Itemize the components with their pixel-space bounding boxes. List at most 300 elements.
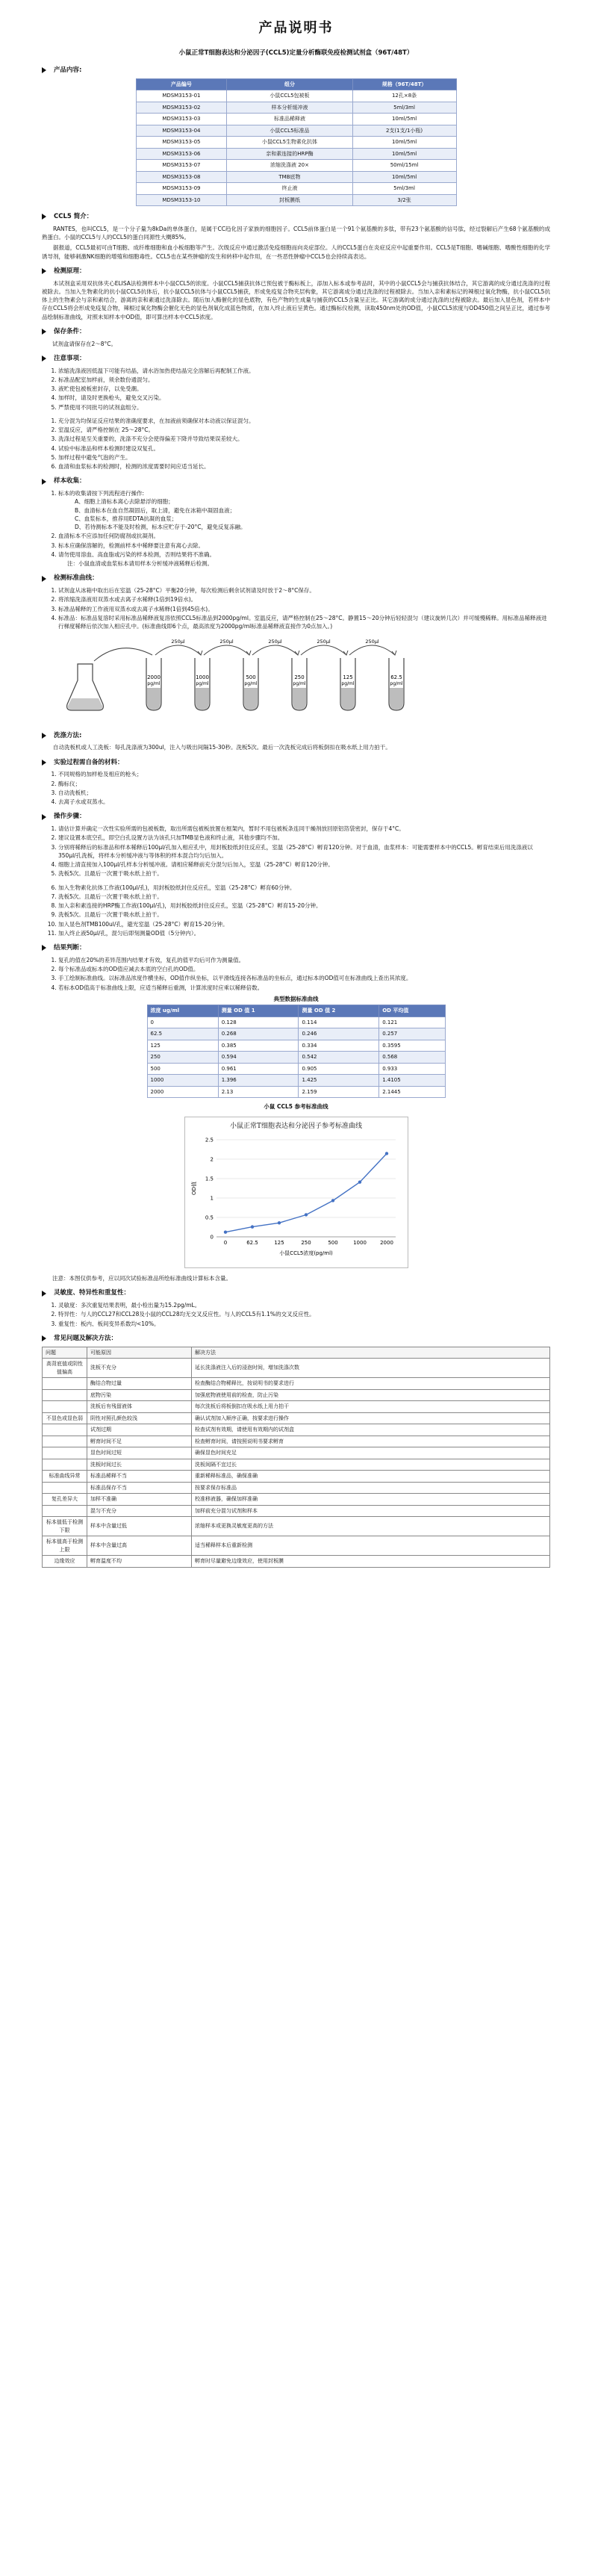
transfer-volume-label: 250μl <box>268 639 282 645</box>
dilution-diagram <box>64 636 415 718</box>
table-cell: 1.425 <box>299 1075 379 1087</box>
faq-problem-cell <box>43 1424 87 1436</box>
principle-text: 本试剂盒采用双抗体夹心ELISA法检测样本中小鼠CCL5的浓度。小鼠CCL5捕获抗体已预包被于酶标板上，添加入标本或参考品时，其中的小鼠CCL5会与捕获抗体结合，其它游离的成分通过洗涤的过程被除去。当加入生物素化的抗小鼠CCL5抗体后，抗小鼠CCL5抗体与小鼠CCL5捕获，形成免疫复合物夹层构象，其它游离成分通过洗涤的过程被除去。当加入亲和素标记的辣根过氧化物酶，抗小鼠CCL5抗体上的生物素会与亲和素结合，游离的亲和素通过洗涤除去。随后加入酶催化的显色底物，有色产物的生成量与捕获的CCL5含量呈正比。其它游离的成分通过洗涤的过程被除去。最后加入显色剂，若样本中存在CCL5将会形成免疫复合物，辣根过氧化物酶会催化无色的显色剂氧化成蓝色物质，在加入终止液后呈黄色。通过酶标仪检测，读取450nm处的OD值，小鼠CCL5浓度与OD450值之间呈正比，通过参考品绘制标准曲线，对照未知样本中OD值，即可算出样本中CCL5浓度。 <box>42 279 550 320</box>
list-item: 3. 液贮使包被板密封存，以免受潮。 <box>58 385 550 393</box>
faq-problem-cell: 高背底值或阴性值偏高 <box>43 1359 87 1378</box>
table-cell: 0.257 <box>379 1028 445 1040</box>
faq-cause-cell: 样本中含量过低 <box>87 1517 192 1536</box>
table-row <box>43 1436 550 1447</box>
transfer-arrow <box>349 645 395 655</box>
table-cell: 封板膜纸 <box>227 194 352 206</box>
transfer-volume-label: 250μl <box>317 639 331 645</box>
standard-list <box>42 586 550 630</box>
table-header-cell: 产品编号 <box>136 78 227 90</box>
list-item: 8. 加入亲和素连接的HRP酶工作液(100μl/孔)，用封板胶纸封住反应孔，室温（25-28°C）孵育15-20分钟。 <box>58 901 550 910</box>
list-item: 5. 严禁使用不同批号的试剂盒组分。 <box>58 403 550 412</box>
faq-solution-cell: 加强底物液使用前的检查，防止污染 <box>192 1389 550 1401</box>
section-storage <box>42 327 550 348</box>
list-item: 11. 加入终止液50μl/孔，混匀后即刻测量OD值（5分钟内）。 <box>58 929 550 937</box>
data-point <box>277 1221 280 1224</box>
table-cell: 0.3595 <box>379 1040 445 1052</box>
list-item: 3. 洗涤过程是至关重要的，洗涤不充分会使得偏差下降并导致结果误差较大。 <box>58 435 550 443</box>
faq-solution-cell: 确认试剂加入顺序正确，按要求进行操作 <box>192 1412 550 1424</box>
faq-problem-cell <box>43 1482 87 1494</box>
section-heading: 注意事项： <box>54 354 86 362</box>
data-point <box>250 1225 253 1228</box>
table-row <box>43 1482 550 1494</box>
faq-problem-cell: 不显色或显色弱 <box>43 1412 87 1424</box>
table-header-cell: 可能原因 <box>87 1347 192 1359</box>
faq-solution-cell: 洗板间隔不宜过长 <box>192 1459 550 1471</box>
tube-liquid <box>196 688 209 710</box>
list-item: 2. 酶标仪； <box>58 780 550 788</box>
faq-cause-cell: 底物污染 <box>87 1389 192 1401</box>
y-tick-label: 2.5 <box>205 1137 214 1143</box>
table-row <box>43 1359 550 1378</box>
section-sample <box>42 477 550 568</box>
arrow-bullet-icon <box>42 733 46 739</box>
table-row <box>43 1412 550 1424</box>
faq-problem-cell: 标本值高于检测上限 <box>43 1536 87 1556</box>
arrow-bullet-icon <box>42 329 46 335</box>
faq-cause-cell: 样本中含量过高 <box>87 1536 192 1556</box>
table-cell: MDSM3153-09 <box>136 183 227 195</box>
tube-concentration-label: 2000 <box>147 674 161 681</box>
table-row <box>136 183 456 195</box>
table-caption: 典型数据标准曲线 <box>273 995 319 1002</box>
table-row <box>43 1471 550 1483</box>
table-header-cell: 组分 <box>227 78 352 90</box>
list-item: 6. 加入生物素化抗体工作液(100μl/孔)，用封板胶纸封住反应孔，室温（25-28°C）孵育60分钟。 <box>58 884 550 892</box>
intro-paragraph-2: 据报道，CCL5最初可由T细胞、成纤维细胞和血小板细胞等产生。次级反应中通过激活免疫细胞而向炎症部位。人的CCL5蛋白在炎症反应中起重要作用。CCL5是T细胞、嗜碱细胞、嗜酸性细胞的化学诱导剂，能够刺激NK细胞的增殖和细胞毒性。CCL5也在某些肿瘤的发生和转移中起作用，在一些恶性肿瘤中CCL5也会持续高表达。 <box>42 244 550 260</box>
section-procedure <box>42 812 550 937</box>
table-header-cell: 浓度 ug/ml <box>147 1005 218 1017</box>
faq-problem-cell <box>43 1378 87 1390</box>
notes-list-1 <box>42 367 550 412</box>
table-cell: MDSM3153-01 <box>136 90 227 102</box>
faq-cause-cell: 孵育时间不足 <box>87 1436 192 1447</box>
list-item: 3. 标本应确保溶解的，检测前样本中稀释要注意有离心去除。 <box>58 541 550 550</box>
series-line <box>225 1153 387 1232</box>
table-row <box>136 137 456 149</box>
faq-problem-cell <box>43 1436 87 1447</box>
section-standard <box>42 574 550 724</box>
arrow-bullet-icon <box>42 576 46 582</box>
faq-table <box>42 1347 550 1568</box>
tube-liquid <box>293 688 306 710</box>
table-cell: 10ml/5ml <box>352 114 456 125</box>
section-heading: 结果判断： <box>54 944 86 952</box>
contents-table <box>136 78 457 207</box>
list-item: 6. 血清和血浆标本的检测时，检测的浓度需要时间应适当延长。 <box>58 462 550 471</box>
section-heading: 样本收集： <box>54 477 86 485</box>
transfer-arrow <box>204 645 249 655</box>
table-cell: 2000 <box>147 1086 218 1098</box>
sample-items <box>42 532 550 559</box>
results-list <box>42 956 550 992</box>
transfer-arrow <box>252 645 298 655</box>
x-tick-label: 500 <box>327 1239 338 1246</box>
results-note: 注意：本图仅供参考，应以同次试验标准品所绘标准曲线计算标本含量。 <box>52 1275 231 1282</box>
x-tick-label: 0 <box>223 1239 227 1246</box>
page-title: 产品说明书 <box>258 20 334 36</box>
table-cell: 小鼠CCL5生物素化抗体 <box>227 137 352 149</box>
table-row <box>43 1517 550 1536</box>
section-sensitivity <box>42 1288 550 1328</box>
table-row <box>147 1063 445 1075</box>
transfer-volume-label: 250μl <box>219 639 234 645</box>
section-heading: 检测标准曲线： <box>54 574 99 583</box>
faq-solution-cell: 按要求保存标准品 <box>192 1482 550 1494</box>
faq-solution-cell: 校准移液器，确保加样准确 <box>192 1494 550 1506</box>
y-tick-label: 2 <box>210 1156 214 1163</box>
faq-cause-cell: 孵育温度不均 <box>87 1556 192 1568</box>
list-item: 5. 洗板5次。且最后一次置于吸水纸上拍干。 <box>58 869 550 878</box>
tube-concentration-label: 125 <box>343 674 353 681</box>
table-row <box>136 125 456 137</box>
chart-caption: 小鼠 CCL5 参考标准曲线 <box>264 1103 328 1110</box>
list-item: 2. 将浓缩洗涤液用双蒸水或去离子水稀释(1倍到19倍水)。 <box>58 595 550 603</box>
table-cell: MDSM3153-08 <box>136 171 227 183</box>
intro-paragraph-1: RANTES，也叫CCL5，是一个分子量为8kDa的单体蛋白，是属于CC趋化因子家族的细胞因子。CCL5前体蛋白是一个91个氨基酸的多肽，带有23个氨基酸的信号肽，经过裂解后产生68个氨基酸的成熟蛋白。小鼠的CCL5与人的CCL5的蛋白同源性大概85%。 <box>42 225 550 240</box>
tube-unit-label: pg/ml <box>390 681 403 687</box>
table-row <box>43 1556 550 1568</box>
table-cell: 0.121 <box>379 1017 445 1028</box>
section-contents <box>42 66 550 206</box>
table-cell: 5ml/3ml <box>352 183 456 195</box>
section-heading: 操作步骤： <box>54 813 86 821</box>
table-row <box>147 1086 445 1098</box>
arrow-bullet-icon <box>42 356 46 361</box>
table-cell: 50ml/15ml <box>352 160 456 172</box>
faq-cause-cell: 试剂过期 <box>87 1424 192 1436</box>
table-cell: MDSM3153-02 <box>136 102 227 114</box>
standard-data-table <box>147 1005 446 1098</box>
table-cell: 2.13 <box>218 1086 299 1098</box>
arrow-bullet-icon <box>42 760 46 766</box>
list-item: 3. 分别将稀释后的标准品和样本稀释后100μl/孔加入相应孔中，用封板胶纸封住反应孔，室温（25-28°C）孵育120分钟。对于血清，血浆样本：可能需要样本中的CCL5。孵育结束后用洗涤液以350μl/孔洗板，将样本分析缓冲液与等体积的样本混合均匀后加入。 <box>58 843 550 860</box>
tube-concentration-label: 250 <box>294 674 305 681</box>
table-cell: 0.594 <box>218 1052 299 1064</box>
table-row <box>43 1389 550 1401</box>
table-cell: 1.396 <box>218 1075 299 1087</box>
list-item: 4. 去离子水或双蒸水。 <box>58 798 550 806</box>
table-cell: 0.114 <box>299 1017 379 1028</box>
materials-list <box>42 770 550 806</box>
table-header-cell: 测量 OD 值 1 <box>218 1005 299 1017</box>
faq-problem-cell: 复孔差异大 <box>43 1494 87 1506</box>
y-axis-label: OD值 <box>190 1181 197 1195</box>
table-row <box>147 1052 445 1064</box>
list-item: 5. 加样过程中避免气泡的产生。 <box>58 453 550 462</box>
table-cell: 3/2张 <box>352 194 456 206</box>
list-item: 3. 手工绘制标准曲线。以标准品浓度作横坐标，OD值作纵坐标，以平滑线连接各标准品的坐标点，通过标本的OD值可在标准曲线上查出其浓度。 <box>58 974 550 982</box>
faq-solution-cell: 浓缩样本或更换灵敏度更高的方法 <box>192 1517 550 1536</box>
table-row <box>147 1075 445 1087</box>
section-heading: 产品内容: <box>54 66 82 74</box>
table-row <box>136 160 456 172</box>
list-item: 3. 重复性：板内、板间变异系数均<10%。 <box>58 1320 550 1328</box>
faq-solution-cell: 孵育时尽量避免边缘效应，使用封板膜 <box>192 1556 550 1568</box>
procedure-list-2 <box>42 884 550 938</box>
list-item: 1. 复孔的值在20%的差异范围内结果才有效，复孔的值平均后可作为测量值。 <box>58 956 550 964</box>
page <box>42 18 550 1568</box>
tube-unit-label: pg/ml <box>341 681 355 687</box>
transfer-arrow <box>301 645 346 655</box>
table-cell: MDSM3153-03 <box>136 114 227 125</box>
tube-liquid <box>147 688 161 710</box>
sublist-item: B、血清标本在血自然凝固后，取上清，避免在冰箱中凝固血液； <box>75 506 236 514</box>
table-cell: 2支(1支/1小瓶) <box>352 125 456 137</box>
table-cell: 2.1445 <box>379 1086 445 1098</box>
x-tick-label: 62.5 <box>246 1239 258 1246</box>
arrow-bullet-icon <box>42 1335 46 1341</box>
sample-sublist <box>58 497 550 531</box>
tube-concentration-label: 62.5 <box>390 674 402 681</box>
table-cell: 10ml/5ml <box>352 171 456 183</box>
faq-cause-cell: 加样不准确 <box>87 1494 192 1506</box>
faq-solution-cell: 适当稀释样本后重新检测 <box>192 1536 550 1556</box>
faq-problem-cell: 边缘效应 <box>43 1556 87 1568</box>
notes-list-2 <box>42 417 550 471</box>
table-cell: 0.246 <box>299 1028 379 1040</box>
table-row <box>136 148 456 160</box>
table-cell: MDSM3153-10 <box>136 194 227 206</box>
table-cell: 0.334 <box>299 1040 379 1052</box>
table-cell: 250 <box>147 1052 218 1064</box>
y-tick-label: 1.5 <box>205 1176 214 1182</box>
arrow-bullet-icon <box>42 814 46 820</box>
list-item: 4. 加样时，请及时更换枪头，避免交叉污染。 <box>58 394 550 402</box>
section-heading: 常见问题及解决方法： <box>54 1334 118 1342</box>
procedure-list-1 <box>42 825 550 878</box>
y-tick-label: 0 <box>210 1234 214 1241</box>
x-tick-label: 1000 <box>352 1239 367 1246</box>
faq-problem-cell <box>43 1459 87 1471</box>
x-axis-label: 小鼠CCL5浓度(pg/ml) <box>278 1250 333 1256</box>
section-heading: 保存条件： <box>54 327 86 335</box>
table-row <box>43 1505 550 1517</box>
data-point <box>223 1230 226 1233</box>
table-row <box>136 102 456 114</box>
faq-problem-cell <box>43 1505 87 1517</box>
table-row <box>136 194 456 206</box>
faq-solution-cell: 检查孵育时间，请按照说明书要求孵育 <box>192 1436 550 1447</box>
tube-unit-label: pg/ml <box>244 681 258 687</box>
wash-text: 自动洗板机或人工洗板：每孔洗涤液为300ul，注入与吸出间隔15-30秒。洗板5次。最后一次洗板完成后将板倒扣在吸水纸上用力拍干。 <box>53 744 391 751</box>
list-item: 4. 标准品：标准品复溶时采用标准品稀释液复溶依照CCL5标准品到2000pg/ml。室温反应，请严格控制在25～28°C。静置15～20分钟后轻轻混匀（建议旋转几次）并可缓慢稀释。用标准品稀释液进行梯度稀释后依次加入相应孔中。(标准曲线即6个点，最高浓度为2000pg/ml标准品稀释液直接作为0点加入。) <box>58 614 550 631</box>
arrow-bullet-icon <box>42 67 46 73</box>
standard-curve-chart <box>184 1117 408 1268</box>
x-tick-label: 2000 <box>379 1239 393 1246</box>
list-item: 3. 自动洗板机； <box>58 789 550 797</box>
data-point <box>358 1180 361 1183</box>
table-cell: 小鼠CCL5包被板 <box>227 90 352 102</box>
table-row <box>43 1401 550 1413</box>
list-item: 2. 每个标准品或标本的OD值应减去本底的空白孔的OD值。 <box>58 965 550 973</box>
table-cell: 小鼠CCL5标准品 <box>227 125 352 137</box>
table-row <box>147 1040 445 1052</box>
faq-cause-cell: 标准品保存不当 <box>87 1482 192 1494</box>
table-header-cell: OD 平均值 <box>379 1005 445 1017</box>
faq-solution-cell: 确保显色时间充足 <box>192 1447 550 1459</box>
faq-problem-cell: 标准曲线异常 <box>43 1471 87 1483</box>
sample-note: 注：小鼠血清或血浆标本请用样本分析缓冲液稀释后检测。 <box>67 560 213 567</box>
faq-solution-cell: 重新稀释标准品，确保准确 <box>192 1471 550 1483</box>
table-cell: MDSM3153-05 <box>136 137 227 149</box>
tube-unit-label: pg/ml <box>293 681 306 687</box>
faq-solution-cell: 检查试剂有效期，请使用有效期内的试剂盒 <box>192 1424 550 1436</box>
table-cell: 0.542 <box>299 1052 379 1064</box>
faq-cause-cell: 阴性对照孔颜色较浅 <box>87 1412 192 1424</box>
faq-cause-cell: 洗板后有残留液体 <box>87 1401 192 1413</box>
tube-concentration-label: 1000 <box>196 674 209 681</box>
table-cell: 5ml/3ml <box>352 102 456 114</box>
table-cell: 标准品稀释液 <box>227 114 352 125</box>
table-cell: 500 <box>147 1063 218 1075</box>
tube-liquid <box>244 688 258 710</box>
table-cell: 亲和素连接的HRP酶 <box>227 148 352 160</box>
section-faq <box>42 1334 550 1568</box>
table-cell: MDSM3153-07 <box>136 160 227 172</box>
list-item: 4. 请勿使用溶血、高血脂或污染的样本检测，否则结果将不准确。 <box>58 550 550 559</box>
y-tick-label: 0.5 <box>205 1214 214 1221</box>
list-item: 10. 加入显色剂TMB100ul/孔，避光室温（25-28°C）孵育15-20分钟。 <box>58 920 550 928</box>
faq-solution-cell: 检查酶结合物稀释比，按说明书的要求进行 <box>192 1378 550 1390</box>
table-row <box>136 114 456 125</box>
table-cell: 1000 <box>147 1075 218 1087</box>
table-cell: 0.568 <box>379 1052 445 1064</box>
table-row <box>136 90 456 102</box>
data-point <box>304 1213 307 1216</box>
tube-unit-label: pg/ml <box>196 681 209 687</box>
sensitivity-list <box>42 1301 550 1328</box>
data-point <box>384 1152 387 1155</box>
faq-cause-cell: 洗板时间过长 <box>87 1459 192 1471</box>
list-item: 3. 标准品稀释的工作液用双蒸水或去离子水稀释(1倍到45倍水)。 <box>58 605 550 613</box>
table-row <box>43 1424 550 1436</box>
table-cell: 0.268 <box>218 1028 299 1040</box>
list-item: 2. 建议设置本底空孔，即空白孔设置方法为该孔只加TMB显色液和终止液，其他步骤均不加。 <box>58 834 550 842</box>
table-cell: 0.961 <box>218 1063 299 1075</box>
faq-problem-cell: 标本值低于检测下限 <box>43 1517 87 1536</box>
table-cell: 浓缩洗涤液 20× <box>227 160 352 172</box>
faq-cause-cell: 酶结合物过量 <box>87 1378 192 1390</box>
data-point <box>331 1199 334 1202</box>
list-item: 1. 充分混为均保证反应结果的准确度要求，在加液前须确保对本动液以保证混匀。 <box>58 417 550 425</box>
table-row <box>43 1378 550 1390</box>
storage-text: 试剂盒请保存在2～8°C。 <box>52 340 117 347</box>
table-cell: 0 <box>147 1017 218 1028</box>
faq-problem-cell <box>43 1447 87 1459</box>
section-notes <box>42 354 550 471</box>
list-item: 1. 试剂盒从冰箱中取出后在室温（25-28°C）平衡20分钟，每次检测后剩余试剂请及时放于2～8°C保存。 <box>58 586 550 595</box>
list-item: 2. 特异性：与人的CCL27和CCL28及小鼠的CCL28均无交叉反应性。与人的CCL5有1.1%的交叉反应性。 <box>58 1310 550 1318</box>
table-row <box>43 1494 550 1506</box>
x-tick-label: 125 <box>273 1239 284 1246</box>
list-item: 2. 血清标本不应添加任何防腐剂或抗凝剂。 <box>58 532 550 540</box>
sublist-item: D、若待测标本不能及时检测，标本应贮存于-20°C，避免反复冻融。 <box>75 524 246 530</box>
section-heading: 实验过程需自备的材料： <box>54 758 124 766</box>
table-cell: 0.905 <box>299 1063 379 1075</box>
section-principle <box>42 267 550 321</box>
table-cell: 10ml/5ml <box>352 137 456 149</box>
list-item: 7. 洗板5次。且最后一次置于吸水纸上拍干。 <box>58 893 550 901</box>
flask-liquid <box>68 698 102 710</box>
table-cell: 12孔×8条 <box>352 90 456 102</box>
section-intro <box>42 212 550 261</box>
table-cell: 2.159 <box>299 1086 379 1098</box>
y-tick-label: 1 <box>210 1195 214 1202</box>
table-header-cell: 问题 <box>43 1347 87 1359</box>
arrow-bullet-icon <box>42 214 46 220</box>
faq-solution-cell: 每次洗板后将板倒扣在吸水纸上用力拍干 <box>192 1401 550 1413</box>
faq-solution-cell: 加样前充分混匀试剂和样本 <box>192 1505 550 1517</box>
chart-title: 小鼠正常T细胞表达和分泌因子参考标准曲线 <box>229 1123 362 1131</box>
table-row <box>43 1459 550 1471</box>
list-item: 1. 浓缩洗涤液因低温下可能有结晶，请水浴加热使结晶完全溶解后再配制工作液。 <box>58 367 550 375</box>
transfer-volume-label: 250μl <box>171 639 185 645</box>
table-cell: 62.5 <box>147 1028 218 1040</box>
table-cell: 10ml/5ml <box>352 148 456 160</box>
table-cell: 0.128 <box>218 1017 299 1028</box>
transfer-arrow <box>94 648 152 661</box>
sublist-item: C、血浆标本，推荐用EDTA抗凝的血浆； <box>75 515 178 522</box>
table-cell: 125 <box>147 1040 218 1052</box>
faq-cause-cell: 洗板不充分 <box>87 1359 192 1378</box>
table-cell: 0.385 <box>218 1040 299 1052</box>
tube-liquid <box>341 688 355 710</box>
table-header-cell: 测量 OD 值 2 <box>299 1005 379 1017</box>
page-subtitle: 小鼠正常T细胞表达和分泌因子(CCL5)定量分析酶联免疫检测试剂盒（96T/48T） <box>178 49 414 57</box>
table-row <box>136 171 456 183</box>
faq-problem-cell <box>43 1389 87 1401</box>
table-row <box>147 1017 445 1028</box>
faq-solution-cell: 延长洗涤液注入后的浸泡时间，增加洗涤次数 <box>192 1359 550 1378</box>
section-materials <box>42 758 550 807</box>
list-item: 1. 灵敏度：多次重复结果表明，最小检出量为15.2pg/mL。 <box>58 1301 550 1309</box>
faq-problem-cell <box>43 1401 87 1413</box>
list-item: 4. 试验中标准品和样本检测时建设双复孔。 <box>58 444 550 453</box>
table-cell: 样本分析缓冲液 <box>227 102 352 114</box>
table-cell: MDSM3153-06 <box>136 148 227 160</box>
list-item: 4. 若标本OD值高于标准曲线上限，应适当稀释后重测，计算浓度时应乘以稀释倍数。 <box>58 984 550 992</box>
section-results <box>42 943 550 1282</box>
section-wash <box>42 731 550 752</box>
arrow-bullet-icon <box>42 268 46 274</box>
list-item: 2. 标准品配室加样前，须余数份通混匀。 <box>58 376 550 384</box>
table-cell: 终止液 <box>227 183 352 195</box>
transfer-volume-label: 250μl <box>365 639 379 645</box>
list-item: 1. 标本的收集请按下列流程进行操作: A、细胞上清标本离心去除悬浮的细胞； B、血清标本在血自然凝固后，取上清，避免在冰箱中凝固血液； C、血浆标本，推荐用EDTA抗凝的血浆； D、若待测标本不能及时检测，标本应贮存于-20°C，避免反复冻融。 <box>58 489 550 531</box>
table-cell: TMB底物 <box>227 171 352 183</box>
arrow-bullet-icon <box>42 479 46 485</box>
sample-list <box>42 489 550 531</box>
faq-cause-cell: 标准品稀释不当 <box>87 1471 192 1483</box>
table-row <box>43 1536 550 1556</box>
faq-cause-cell: 混匀不充分 <box>87 1505 192 1517</box>
section-heading: 洗涤方法: <box>54 731 82 739</box>
list-item: 4. 细胞上清直接加入100μl/孔样本分析缓冲液。请相应稀释前充分混匀后加入，室温（25-28°C）孵育120分钟。 <box>58 860 550 869</box>
list-item: 2. 室温反应，请严格控制在 25～28°C。 <box>58 426 550 434</box>
tube-liquid <box>390 688 403 710</box>
faq-cause-cell: 显色时间过短 <box>87 1447 192 1459</box>
arrow-bullet-icon <box>42 945 46 951</box>
section-heading: CCL5 简介： <box>54 213 93 220</box>
section-heading: 检测原理： <box>54 267 86 275</box>
tube-unit-label: pg/ml <box>147 681 161 687</box>
list-item: 1. 请估计算并确定一次性实验所需的包被板数，取出所需包被板放置在框架内，暂时不用包被板条连同干燥剂放回原铝箔袋密封，保存于4°C。 <box>58 825 550 833</box>
